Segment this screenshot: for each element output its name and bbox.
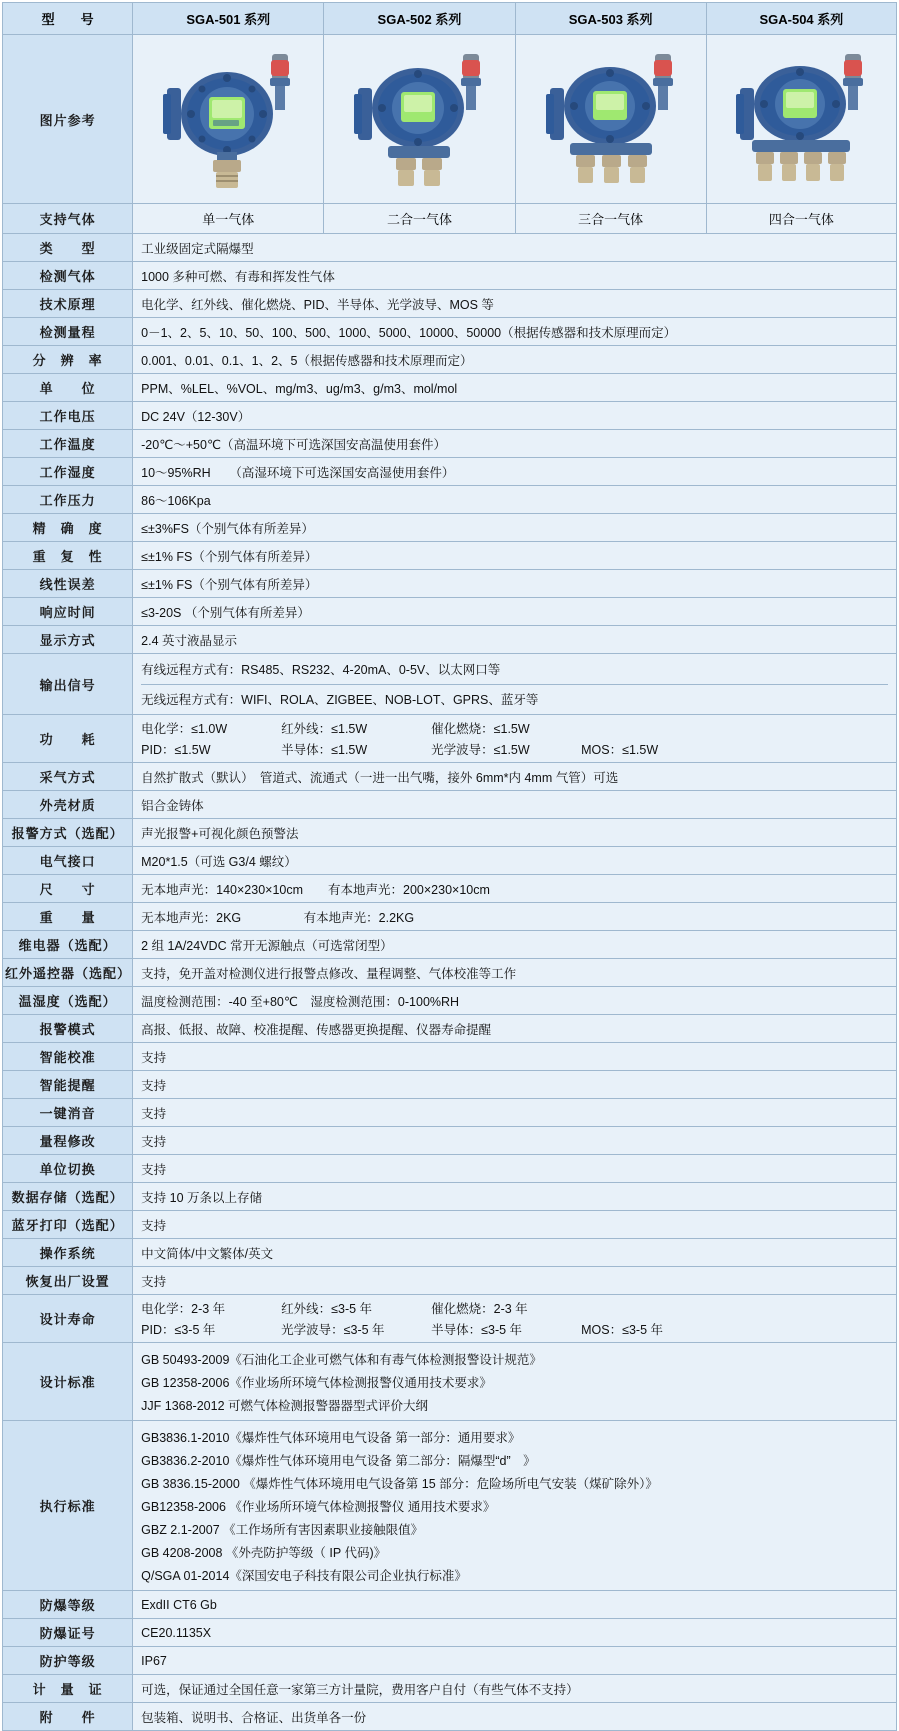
table-row bbox=[3, 1591, 897, 1619]
row-value: -20℃～+50℃（高温环境下可选深国安高温使用套件） bbox=[133, 430, 897, 458]
exec-standard-label: 执行标准 bbox=[3, 1421, 133, 1591]
output-signal-label: 输出信号 bbox=[3, 654, 133, 715]
row-label: 分 辨 率 bbox=[3, 346, 133, 374]
row-label: 红外遥控器（选配） bbox=[3, 959, 133, 987]
table-row bbox=[3, 1267, 897, 1295]
table-row bbox=[3, 1647, 897, 1675]
life-infrared: 红外线：≤3-5 年 bbox=[281, 1302, 373, 1316]
row-label: 技术原理 bbox=[3, 290, 133, 318]
life-mos: MOS：≤3-5 年 bbox=[581, 1323, 664, 1337]
table-row bbox=[3, 819, 897, 847]
row-value: 支持 bbox=[133, 1099, 897, 1127]
table-row bbox=[3, 402, 897, 430]
life-catalytic: 催化燃烧：2-3 年 bbox=[431, 1302, 528, 1316]
row-value: M20*1.5（可选 G3/4 螺纹） bbox=[133, 847, 897, 875]
row-value: 2.4 英寸液晶显示 bbox=[133, 626, 897, 654]
row-value: 支持 bbox=[133, 1071, 897, 1099]
row-label: 操作系统 bbox=[3, 1239, 133, 1267]
row-label: 一键消音 bbox=[3, 1099, 133, 1127]
table-row bbox=[3, 626, 897, 654]
table-row bbox=[3, 346, 897, 374]
row-label: 报警模式 bbox=[3, 1015, 133, 1043]
row-value: 工业级固定式隔爆型 bbox=[133, 234, 897, 262]
row-label: 单 位 bbox=[3, 374, 133, 402]
supported-gas-502: 二合一气体 bbox=[324, 204, 515, 234]
table-row bbox=[3, 374, 897, 402]
table-row-power bbox=[3, 715, 897, 763]
row-label: 响应时间 bbox=[3, 598, 133, 626]
row-label: 精 确 度 bbox=[3, 514, 133, 542]
row-value: 可选，保证通过全国任意一家第三方计量院，费用客户自付（有些气体不支持） bbox=[133, 1675, 897, 1703]
design-life-label: 设计寿命 bbox=[3, 1295, 133, 1343]
supported-gas-503: 三合一气体 bbox=[515, 204, 706, 234]
row-label: 数据存储（选配） bbox=[3, 1183, 133, 1211]
row-label: 计 量 证 bbox=[3, 1675, 133, 1703]
gas-detector-3port-icon bbox=[526, 42, 696, 194]
table-row bbox=[3, 763, 897, 791]
output-wired: 有线远程方式有：RS485、RS232、4-20mA、0-5V、以太网口等 bbox=[141, 663, 501, 677]
row-value: 10～95%RH （高湿环境下可选深国安高湿使用套件） bbox=[133, 458, 897, 486]
row-value: IP67 bbox=[133, 1647, 897, 1675]
table-row bbox=[3, 1155, 897, 1183]
row-label: 蓝牙打印（选配） bbox=[3, 1211, 133, 1239]
row-value: ≤±1% FS（个别气体有所差异） bbox=[133, 542, 897, 570]
power-pid: PID：≤1.5W bbox=[141, 743, 211, 757]
power-optical: 光学波导：≤1.5W bbox=[431, 743, 530, 757]
row-value: ≤±3%FS（个别气体有所差异） bbox=[133, 514, 897, 542]
row-label: 重 复 性 bbox=[3, 542, 133, 570]
power-mos: MOS：≤1.5W bbox=[581, 743, 659, 757]
power-electrochemical: 电化学：≤1.0W bbox=[141, 722, 228, 736]
table-row-exec-standard bbox=[3, 1421, 897, 1591]
row-label: 附 件 bbox=[3, 1703, 133, 1731]
exec-standard-item: GB12358-2006 《作业场所环境气体检测报警仪 通用技术要求》 bbox=[141, 1499, 496, 1514]
row-label: 单位切换 bbox=[3, 1155, 133, 1183]
row-label: 工作压力 bbox=[3, 486, 133, 514]
design-standard-item: GB 12358-2006《作业场所环境气体检测报警仪通用技术要求》 bbox=[141, 1375, 492, 1390]
power-label: 功 耗 bbox=[3, 715, 133, 763]
table-row bbox=[3, 1071, 897, 1099]
row-label: 电气接口 bbox=[3, 847, 133, 875]
model-501: SGA-501 系列 bbox=[133, 3, 324, 35]
exec-standard-item: GB 3836.15-2000 《爆炸性气体环境用电气设备第 15 部分：危险场所电气安装（煤矿除外）》 bbox=[141, 1476, 658, 1491]
row-label: 类 型 bbox=[3, 234, 133, 262]
row-value: 支持 bbox=[133, 1211, 897, 1239]
design-life-value bbox=[133, 1295, 897, 1343]
row-value: 支持 10 万条以上存储 bbox=[133, 1183, 897, 1211]
table-row bbox=[3, 514, 897, 542]
power-catalytic: 催化燃烧：≤1.5W bbox=[431, 722, 530, 736]
spec-sheet bbox=[0, 2, 899, 1731]
exec-standard-item: GB3836.2-2010《爆炸性气体环境用电气设备 第二部分：隔爆型“d” 》 bbox=[141, 1453, 536, 1468]
row-value: 自然扩散式（默认） 管道式、流通式（一进一出气嘴，接外 6mm*内 4mm 气管）可选 bbox=[133, 763, 897, 791]
table-row bbox=[3, 318, 897, 346]
table-row bbox=[3, 430, 897, 458]
device-image-501 bbox=[133, 35, 324, 204]
exec-standard-item: GB3836.1-2010《爆炸性气体环境用电气设备 第一部分：通用要求》 bbox=[141, 1430, 521, 1445]
power-blank bbox=[581, 719, 731, 737]
table-row bbox=[3, 875, 897, 903]
life-semiconductor: 半导体：≤3-5 年 bbox=[431, 1323, 523, 1337]
row-label: 温湿度（选配） bbox=[3, 987, 133, 1015]
table-row bbox=[3, 458, 897, 486]
row-value: 支持 bbox=[133, 1267, 897, 1295]
row-value: 支持 bbox=[133, 1127, 897, 1155]
table-row-model-header bbox=[3, 3, 897, 35]
table-row bbox=[3, 542, 897, 570]
row-label: 采气方式 bbox=[3, 763, 133, 791]
model-503: SGA-503 系列 bbox=[515, 3, 706, 35]
power-value bbox=[133, 715, 897, 763]
row-label: 显示方式 bbox=[3, 626, 133, 654]
power-line-1 bbox=[141, 719, 888, 737]
exec-standard-item: GBZ 2.1-2007 《工作场所有害因素职业接触限值》 bbox=[141, 1522, 424, 1537]
row-label: 恢复出厂设置 bbox=[3, 1267, 133, 1295]
output-signal-value bbox=[133, 654, 897, 715]
exec-standard-value bbox=[133, 1421, 897, 1591]
table-row bbox=[3, 486, 897, 514]
row-value: 声光报警+可视化颜色预警法 bbox=[133, 819, 897, 847]
table-row-supported-gas bbox=[3, 204, 897, 234]
design-standard-item: JJF 1368-2012 可燃气体检测报警器器型式评价大纲 bbox=[141, 1398, 429, 1413]
row-label: 维电器（选配） bbox=[3, 931, 133, 959]
row-label: 智能提醒 bbox=[3, 1071, 133, 1099]
row-label: 工作温度 bbox=[3, 430, 133, 458]
image-reference-label: 图片参考 bbox=[3, 35, 133, 204]
row-value: ExdII CT6 Gb bbox=[133, 1591, 897, 1619]
table-row bbox=[3, 987, 897, 1015]
table-row bbox=[3, 931, 897, 959]
life-electrochemical: 电化学：2-3 年 bbox=[141, 1302, 226, 1316]
model-504: SGA-504 系列 bbox=[706, 3, 896, 35]
supported-gas-501: 单一气体 bbox=[133, 204, 324, 234]
row-value: DC 24V（12-30V） bbox=[133, 402, 897, 430]
row-label: 智能校准 bbox=[3, 1043, 133, 1071]
row-value: 高报、低报、故障、校准提醒、传感器更换提醒、仪器寿命提醒 bbox=[133, 1015, 897, 1043]
row-label: 防爆证号 bbox=[3, 1619, 133, 1647]
table-row-output-signal bbox=[3, 654, 897, 715]
table-row bbox=[3, 959, 897, 987]
row-value: 0－1、2、5、10、50、100、500、1000、5000、10000、50000（根据传感器和技术原理而定） bbox=[133, 318, 897, 346]
row-value: 0.001、0.01、0.1、1、2、5（根据传感器和技术原理而定） bbox=[133, 346, 897, 374]
table-row bbox=[3, 1211, 897, 1239]
table-row-images bbox=[3, 35, 897, 204]
power-semiconductor: 半导体：≤1.5W bbox=[281, 743, 368, 757]
table-row bbox=[3, 1239, 897, 1267]
life-optical: 光学波导：≤3-5 年 bbox=[281, 1323, 385, 1337]
table-row-design-life bbox=[3, 1295, 897, 1343]
row-label: 线性误差 bbox=[3, 570, 133, 598]
row-label: 外壳材质 bbox=[3, 791, 133, 819]
table-row bbox=[3, 1619, 897, 1647]
row-label: 检测气体 bbox=[3, 262, 133, 290]
row-label: 防护等级 bbox=[3, 1647, 133, 1675]
row-value: 温度检测范围：-40 至+80℃ 湿度检测范围：0-100%RH bbox=[133, 987, 897, 1015]
design-standard-value bbox=[133, 1343, 897, 1421]
table-row bbox=[3, 598, 897, 626]
table-row bbox=[3, 1675, 897, 1703]
table-row bbox=[3, 1099, 897, 1127]
row-value: 86～106Kpa bbox=[133, 486, 897, 514]
device-image-503 bbox=[515, 35, 706, 204]
row-value: 无本地声光：140×230×10cm 有本地声光：200×230×10cm bbox=[133, 875, 897, 903]
specification-table bbox=[2, 2, 897, 1731]
design-standard-label: 设计标准 bbox=[3, 1343, 133, 1421]
table-row bbox=[3, 1127, 897, 1155]
row-label: 报警方式（选配） bbox=[3, 819, 133, 847]
table-row-design-standard bbox=[3, 1343, 897, 1421]
row-value: 支持 bbox=[133, 1043, 897, 1071]
table-row bbox=[3, 1043, 897, 1071]
life-pid: PID：≤3-5 年 bbox=[141, 1323, 216, 1337]
table-row bbox=[3, 570, 897, 598]
design-standard-item: GB 50493-2009《石油化工企业可燃气体和有毒气体检测报警设计规范》 bbox=[141, 1352, 542, 1367]
row-label: 检测量程 bbox=[3, 318, 133, 346]
model-502: SGA-502 系列 bbox=[324, 3, 515, 35]
power-line-2 bbox=[141, 740, 888, 758]
exec-standard-item: Q/SGA 01-2014《深国安电子科技有限公司企业执行标准》 bbox=[141, 1568, 467, 1583]
table-row bbox=[3, 290, 897, 318]
row-label: 防爆等级 bbox=[3, 1591, 133, 1619]
row-label: 重 量 bbox=[3, 903, 133, 931]
row-value: 支持 bbox=[133, 1155, 897, 1183]
row-value: 包装箱、说明书、合格证、出货单各一份 bbox=[133, 1703, 897, 1731]
power-infrared: 红外线：≤1.5W bbox=[281, 722, 368, 736]
life-blank bbox=[581, 1299, 731, 1317]
gas-detector-1port-icon bbox=[143, 42, 313, 194]
gas-detector-4port-icon bbox=[716, 42, 886, 194]
table-row bbox=[3, 1015, 897, 1043]
table-row bbox=[3, 903, 897, 931]
row-value: ≤3-20S （个别气体有所差异） bbox=[133, 598, 897, 626]
row-value: 无本地声光：2KG 有本地声光：2.2KG bbox=[133, 903, 897, 931]
row-value: CE20.1135X bbox=[133, 1619, 897, 1647]
life-line-2 bbox=[141, 1320, 888, 1338]
row-value: PPM、%LEL、%VOL、mg/m3、ug/m3、g/m3、mol/mol bbox=[133, 374, 897, 402]
device-image-502 bbox=[324, 35, 515, 204]
device-image-504 bbox=[706, 35, 896, 204]
row-value: 电化学、红外线、催化燃烧、PID、半导体、光学波导、MOS 等 bbox=[133, 290, 897, 318]
supported-gas-label: 支持气体 bbox=[3, 204, 133, 234]
row-value: ≤±1% FS（个别气体有所差异） bbox=[133, 570, 897, 598]
supported-gas-504: 四合一气体 bbox=[706, 204, 896, 234]
table-row bbox=[3, 1703, 897, 1731]
row-label: 量程修改 bbox=[3, 1127, 133, 1155]
row-label: 尺 寸 bbox=[3, 875, 133, 903]
exec-standard-item: GB 4208-2008 《外壳防护等级（ IP 代码)》 bbox=[141, 1545, 387, 1560]
row-value: 1000 多种可燃、有毒和挥发性气体 bbox=[133, 262, 897, 290]
table-row bbox=[3, 262, 897, 290]
row-label: 工作电压 bbox=[3, 402, 133, 430]
model-label: 型 号 bbox=[3, 3, 133, 35]
row-value: 中文简体/中文繁体/英文 bbox=[133, 1239, 897, 1267]
row-value: 2 组 1A/24VDC 常开无源触点（可选常闭型） bbox=[133, 931, 897, 959]
table-row bbox=[3, 234, 897, 262]
row-label: 工作湿度 bbox=[3, 458, 133, 486]
table-row bbox=[3, 1183, 897, 1211]
table-row bbox=[3, 847, 897, 875]
table-row bbox=[3, 791, 897, 819]
gas-detector-2port-icon bbox=[334, 42, 504, 194]
life-line-1 bbox=[141, 1299, 888, 1317]
output-wireless: 无线远程方式有：WIFI、ROLA、ZIGBEE、NOB-LOT、GPRS、蓝牙等 bbox=[141, 684, 888, 710]
row-value: 支持，免开盖对检测仪进行报警点修改、量程调整、气体校准等工作 bbox=[133, 959, 897, 987]
row-value: 铝合金铸体 bbox=[133, 791, 897, 819]
